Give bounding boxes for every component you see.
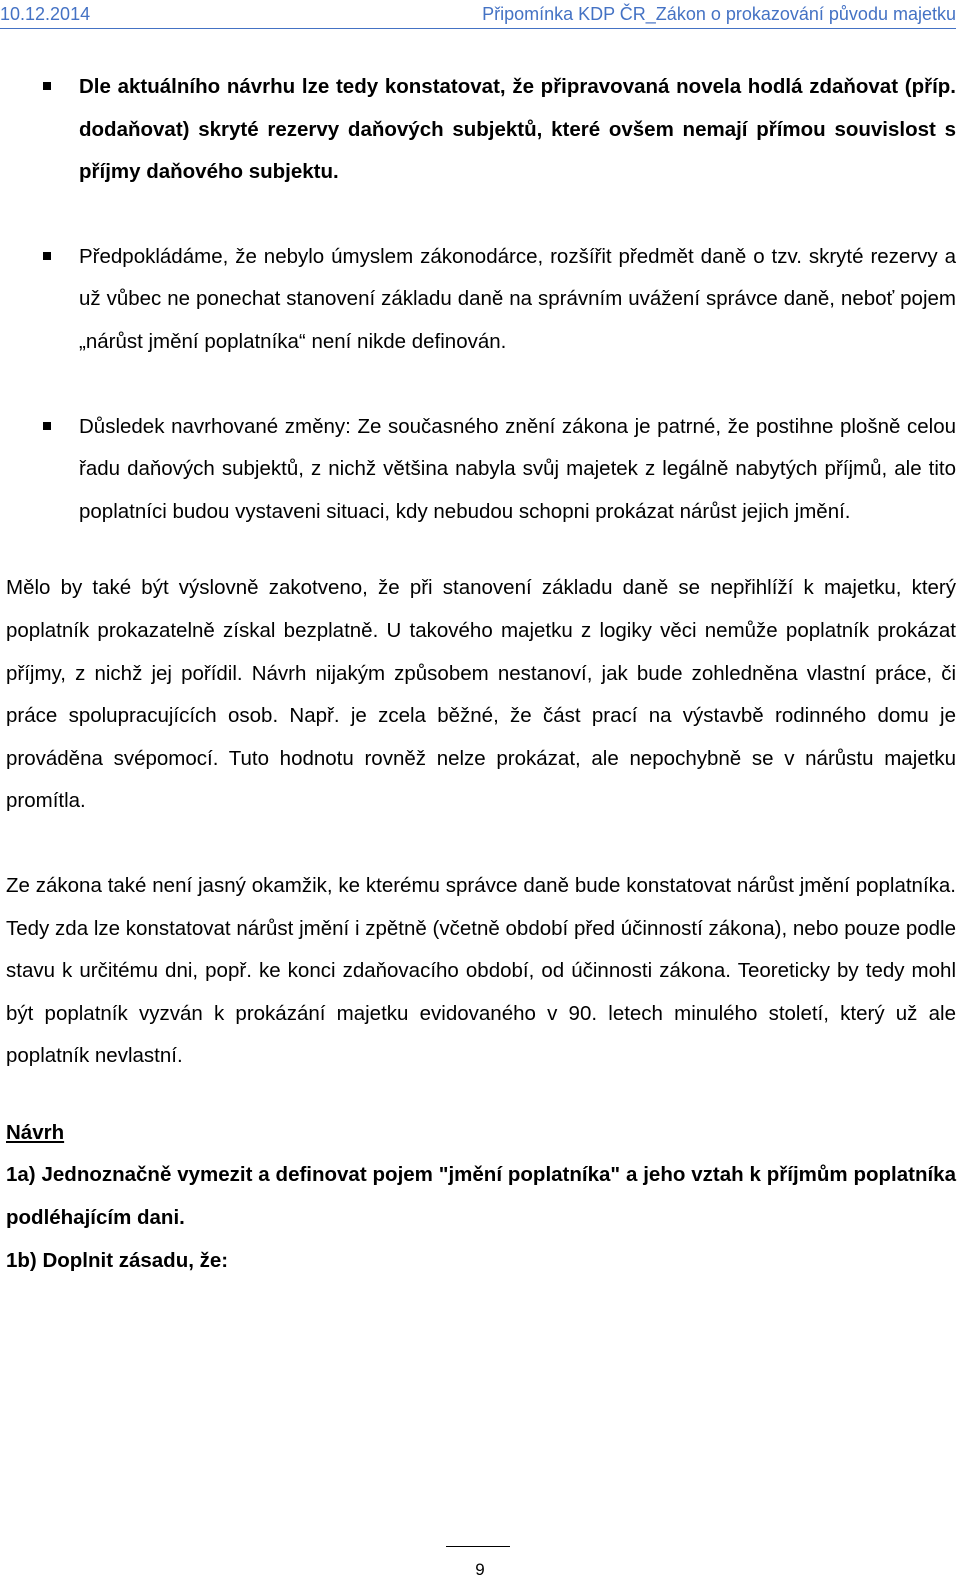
header-date: 10.12.2014 bbox=[0, 4, 91, 24]
page-footer bbox=[0, 1560, 960, 1580]
square-bullet-icon bbox=[43, 82, 51, 90]
bullet-list bbox=[6, 66, 956, 533]
square-bullet-icon bbox=[43, 252, 51, 260]
square-bullet-icon bbox=[43, 422, 51, 430]
footer-rule bbox=[446, 1546, 510, 1547]
bullet-item bbox=[6, 66, 956, 194]
bullet-item bbox=[6, 236, 956, 364]
page-header bbox=[0, 0, 960, 26]
bullet-item bbox=[6, 406, 956, 534]
paragraph: Mělo by také být výslovně zakotveno, že při stanovení základu daně se nepřihlíží k majetku, který poplatník prokazatelně získal bezplatně. U takového majetku z logiky věci nemůže poplatník prokázat příjmy, z nichž jej pořídil. Návrh nijakým způsobem nestanoví, jak bude zohledněna vlastní práce, či práce spolupracujících osob. Např. je zcela běžné, že část prací na výstavbě rodinného domu je prováděna svépomocí. Tuto hodnotu rovněž nelze prokázat, ale nepochybně se v nárůstu majetku promítla. bbox=[6, 576, 956, 813]
header-document-title: Připomínka KDP ČR_Zákon o prokazování původu majetku bbox=[482, 4, 956, 24]
page-number: 9 bbox=[475, 1560, 485, 1579]
bullet-text: Dle aktuálního návrhu lze tedy konstatovat, že připravovaná novela hodlá zdaňovat (příp. dodaňovat) skryté rezervy daňových subjektů, které ovšem nemají přímou souvislost s příjmy daňového subjektu. bbox=[79, 75, 956, 184]
header-rule bbox=[0, 28, 956, 29]
proposal-item-1a: 1a) Jednoznačně vymezit a definovat pojem "jmění poplatníka" a jeho vztah k příjmům poplatníka podléhajícím dani. bbox=[6, 1163, 956, 1230]
proposal-heading: Návrh bbox=[6, 1120, 65, 1144]
document-body bbox=[6, 66, 956, 1282]
paragraph: Ze zákona také není jasný okamžik, ke kterému správce daně bude konstatovat nárůst jmění poplatníka. Tedy zda lze konstatovat nárůst jmění i zpětně (včetně období před účinností zákona), nebo pouze podle stavu k určitému dni, popř. ke konci zdaňovacího období, od účinnosti zákona. Teoreticky by tedy mohl být poplatník vyzván k prokázání majetku evidovaného v 90. letech minulého století, který už ale poplatník nevlastní. bbox=[6, 873, 956, 1068]
bullet-text: Předpokládáme, že nebylo úmyslem zákonodárce, rozšířit předmět daně o tzv. skryté rezervy a už vůbec ne ponechat stanovení základu daně na správním uvážení správce daně, neboť pojem „nárůst jmění poplatníka“ není nikde definován. bbox=[79, 244, 956, 353]
bullet-text: Důsledek navrhované změny: Ze současného znění zákona je patrné, že postihne plošně celou řadu daňových subjektů, z nichž většina nabyla svůj majetek z legálně nabytých příjmů, ale tito poplatníci budou vystaveni situaci, kdy nebudou schopni prokázat nárůst jejich jmění. bbox=[79, 414, 956, 523]
proposal-item-1b: 1b) Doplnit zásadu, že: bbox=[6, 1248, 229, 1272]
